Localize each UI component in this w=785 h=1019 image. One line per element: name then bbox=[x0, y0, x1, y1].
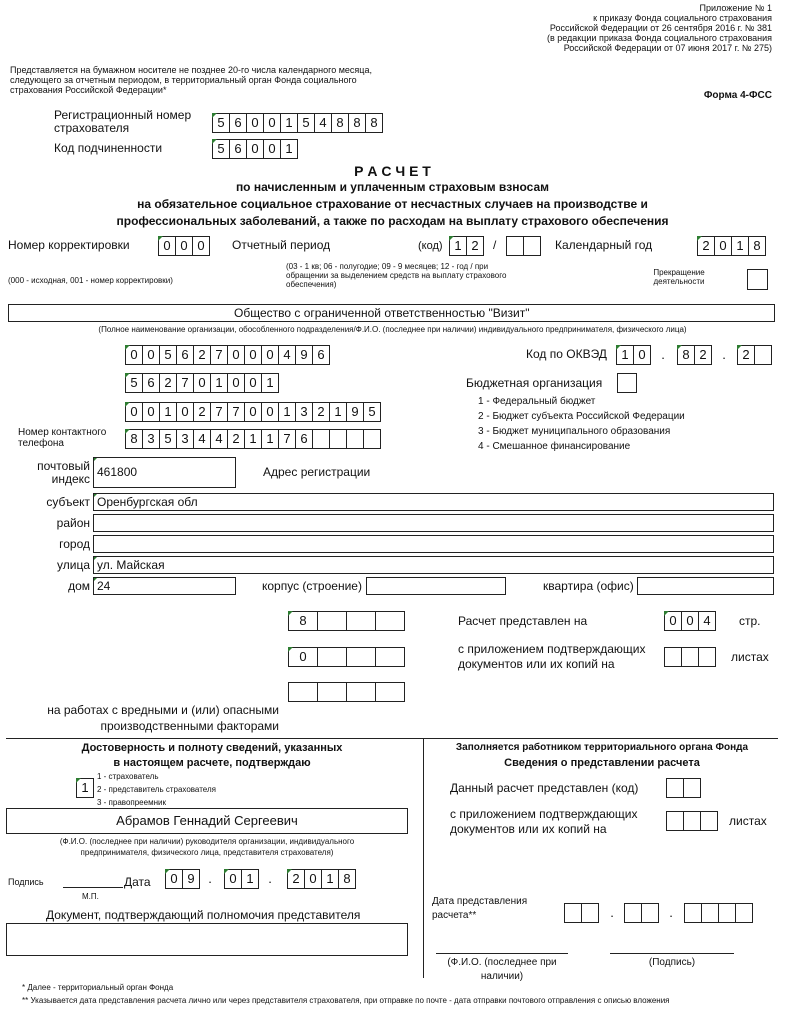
who-option: 2 - представитель страхователя bbox=[97, 785, 216, 794]
digit-cell[interactable] bbox=[346, 647, 376, 667]
label-line: документов или их копий на bbox=[458, 657, 615, 671]
digit-cell[interactable]: 1 bbox=[449, 236, 467, 256]
fss-code-cells[interactable] bbox=[666, 778, 700, 798]
digit-cell[interactable]: 7 bbox=[210, 402, 228, 422]
digit-cell[interactable]: 6 bbox=[312, 345, 330, 365]
digit-cell[interactable]: 8 bbox=[677, 345, 695, 365]
budget-list bbox=[478, 396, 685, 452]
appendix-line: к приказу Фонда социального страхования bbox=[593, 13, 772, 23]
digit-cell[interactable]: 2 bbox=[227, 429, 245, 449]
digit-cell[interactable]: 1 bbox=[280, 139, 298, 159]
footnote-1: * Далее - территориальный орган Фонда bbox=[22, 983, 174, 992]
note-line: предпринимателя, физического лица, представителя страхователя) bbox=[80, 848, 334, 857]
digit-cell[interactable] bbox=[701, 903, 719, 923]
digit-cell[interactable]: 0 bbox=[193, 373, 211, 393]
label-line: производственными факторами bbox=[100, 719, 279, 733]
correction-note: (000 - исходная, 001 - номер корректировки) bbox=[8, 276, 173, 285]
label-line: Дата представления bbox=[432, 896, 528, 907]
period-slash: / bbox=[493, 238, 497, 252]
digit-cell[interactable]: 1 bbox=[76, 778, 94, 798]
digit-cell[interactable]: 2 bbox=[159, 373, 177, 393]
digit-cell[interactable]: 0 bbox=[288, 647, 318, 667]
digit-cell[interactable]: 0 bbox=[244, 402, 262, 422]
digit-cell[interactable] bbox=[329, 429, 347, 449]
pages-unit: стр. bbox=[739, 614, 761, 628]
digit-cell[interactable] bbox=[624, 903, 642, 923]
fss-attach-label bbox=[450, 808, 637, 836]
title-line: Достоверность и полноту сведений, указанных bbox=[81, 742, 343, 754]
pages-cells[interactable] bbox=[664, 611, 715, 631]
subordination-label: Код подчиненности bbox=[54, 141, 163, 155]
digit-cell[interactable]: 0 bbox=[244, 373, 262, 393]
form-name: Форма 4-ФСС bbox=[703, 90, 772, 101]
digit-cell[interactable]: 8 bbox=[125, 429, 143, 449]
label-line: документов или их копий на bbox=[450, 822, 607, 836]
note-line: следующего за отчетным периодом, в территориальный орган Фонда социального bbox=[10, 75, 357, 85]
digit-cell[interactable]: 7 bbox=[210, 345, 228, 365]
digit-cell[interactable]: 7 bbox=[227, 402, 245, 422]
digit-cell[interactable]: 0 bbox=[246, 139, 264, 159]
digit-cell[interactable] bbox=[684, 903, 702, 923]
digit-cell[interactable]: 0 bbox=[224, 869, 242, 889]
reg-number-cells[interactable] bbox=[212, 113, 382, 133]
digit-cell[interactable] bbox=[698, 647, 716, 667]
city-label: город bbox=[59, 537, 90, 551]
digit-cell[interactable]: 3 bbox=[142, 429, 160, 449]
digit-cell[interactable] bbox=[641, 903, 659, 923]
authority-doc-label: Документ, подтверждающий полномочия представителя bbox=[46, 908, 361, 922]
ogrn-cells[interactable] bbox=[125, 402, 380, 422]
digit-cell[interactable] bbox=[375, 647, 405, 667]
phone-label bbox=[18, 427, 106, 449]
period-code-cells[interactable] bbox=[449, 236, 483, 256]
year-label: Календарный год bbox=[555, 238, 653, 252]
digit-cell[interactable] bbox=[681, 647, 699, 667]
period-note bbox=[286, 262, 536, 289]
budget-checkbox[interactable] bbox=[617, 373, 637, 393]
digit-cell[interactable]: 6 bbox=[142, 373, 160, 393]
women-cells[interactable] bbox=[288, 647, 404, 667]
budget-label: Бюджетная организация bbox=[466, 376, 603, 390]
digit-cell[interactable]: 0 bbox=[633, 345, 651, 365]
inn-cells[interactable] bbox=[125, 345, 329, 365]
digit-cell[interactable]: 0 bbox=[263, 113, 281, 133]
digit-cell[interactable]: 0 bbox=[246, 113, 264, 133]
fss-sign-line[interactable] bbox=[610, 953, 734, 954]
okved-cells-2[interactable] bbox=[677, 345, 711, 365]
district-field[interactable] bbox=[93, 514, 774, 532]
digit-cell[interactable]: 5 bbox=[212, 139, 230, 159]
date-dot: . bbox=[268, 871, 272, 886]
authority-doc-field[interactable] bbox=[6, 923, 408, 956]
confirm-day-cells[interactable] bbox=[165, 869, 199, 889]
stop-activity-label bbox=[632, 268, 726, 286]
stop-activity-checkbox[interactable] bbox=[747, 269, 768, 290]
label-line: деятельности bbox=[653, 277, 705, 286]
digit-cell[interactable]: 2 bbox=[193, 345, 211, 365]
label-line: Номер контактного bbox=[18, 427, 107, 438]
digit-cell[interactable]: 0 bbox=[192, 236, 210, 256]
digit-cell[interactable]: 1 bbox=[261, 373, 279, 393]
hazard-label bbox=[10, 704, 279, 733]
digit-cell[interactable]: 0 bbox=[165, 869, 183, 889]
building-label: корпус (строение) bbox=[262, 579, 362, 593]
digit-cell[interactable]: 0 bbox=[263, 139, 281, 159]
fss-sign-note: (Подпись) bbox=[648, 957, 696, 968]
budget-option: 2 - Бюджет субъекта Российской Федерации bbox=[478, 411, 685, 422]
confirm-title bbox=[6, 742, 418, 769]
digit-cell[interactable]: 9 bbox=[295, 345, 313, 365]
confirm-month-cells[interactable] bbox=[224, 869, 258, 889]
signature-label: Подпись bbox=[8, 877, 44, 887]
digit-cell[interactable]: 2 bbox=[697, 236, 715, 256]
digit-cell[interactable]: 5 bbox=[297, 113, 315, 133]
digit-cell[interactable] bbox=[735, 903, 753, 923]
digit-cell[interactable]: 4 bbox=[278, 345, 296, 365]
digit-cell[interactable] bbox=[666, 811, 684, 831]
subject-field[interactable]: Оренбургская обл bbox=[93, 493, 774, 511]
digit-cell[interactable]: 1 bbox=[261, 429, 279, 449]
digit-cell[interactable]: 1 bbox=[278, 402, 296, 422]
digit-cell[interactable]: 3 bbox=[295, 402, 313, 422]
appendix-line: Российской Федерации от 07 июня 2017 г. № 275) bbox=[563, 43, 772, 53]
label-line: на работах с вредными и (или) опасными bbox=[47, 703, 279, 717]
digit-cell[interactable] bbox=[375, 611, 405, 631]
correction-label: Номер корректировки bbox=[8, 238, 130, 252]
house-field[interactable]: 24 bbox=[93, 577, 236, 595]
note-line: Представляется на бумажном носителе не позднее 20-го числа календарного месяца, bbox=[10, 65, 372, 75]
period-extra-cells[interactable] bbox=[506, 236, 540, 256]
appendix-line: Приложение № 1 bbox=[699, 3, 772, 13]
digit-cell[interactable]: 2 bbox=[694, 345, 712, 365]
digit-cell[interactable]: 2 bbox=[193, 402, 211, 422]
employees-cells[interactable] bbox=[288, 611, 404, 631]
budget-option: 3 - Бюджет муниципального образования bbox=[478, 426, 671, 437]
confirm-who-cell[interactable] bbox=[76, 778, 93, 798]
label-line: с приложением подтверждающих bbox=[450, 807, 638, 821]
digit-cell[interactable]: 1 bbox=[159, 402, 177, 422]
district-label: район bbox=[56, 516, 90, 530]
digit-cell[interactable]: 1 bbox=[210, 373, 228, 393]
stamp-label: М.П. bbox=[82, 892, 99, 901]
digit-cell[interactable]: 7 bbox=[176, 373, 194, 393]
digit-cell[interactable] bbox=[581, 903, 599, 923]
year-cells[interactable] bbox=[697, 236, 765, 256]
digit-cell[interactable]: 2 bbox=[287, 869, 305, 889]
digit-cell[interactable] bbox=[754, 345, 772, 365]
document-title: Р А С Ч Е Т bbox=[354, 163, 431, 179]
digit-cell[interactable] bbox=[700, 811, 718, 831]
digit-cell[interactable]: 7 bbox=[278, 429, 296, 449]
digit-cell[interactable]: 0 bbox=[176, 402, 194, 422]
city-field[interactable] bbox=[93, 535, 774, 553]
signer-fio-field[interactable]: Абрамов Геннадий Сергеевич bbox=[6, 808, 408, 834]
correction-cells[interactable] bbox=[158, 236, 209, 256]
digit-cell[interactable]: 4 bbox=[210, 429, 228, 449]
kpp-cells[interactable] bbox=[125, 373, 278, 393]
fss-subtitle: Сведения о представлении расчета bbox=[504, 757, 700, 769]
digit-cell[interactable]: 5 bbox=[159, 429, 177, 449]
okved-dot: . bbox=[661, 347, 665, 362]
digit-cell[interactable]: 8 bbox=[748, 236, 766, 256]
digit-cell[interactable]: 0 bbox=[714, 236, 732, 256]
period-code-label: (код) bbox=[418, 240, 443, 252]
digit-cell[interactable] bbox=[664, 647, 682, 667]
attach-label bbox=[458, 643, 645, 671]
digit-cell[interactable]: 2 bbox=[466, 236, 484, 256]
digit-cell[interactable] bbox=[683, 811, 701, 831]
digit-cell[interactable]: 0 bbox=[664, 611, 682, 631]
reg-address-label: Адрес регистрации bbox=[263, 465, 371, 479]
section-divider-vertical bbox=[423, 738, 424, 978]
attach-cells[interactable] bbox=[664, 647, 715, 667]
digit-cell[interactable]: 9 bbox=[346, 402, 364, 422]
budget-option: 1 - Федеральный бюджет bbox=[478, 396, 596, 407]
org-name-field[interactable]: Общество с ограниченной ответственностью "Визит" bbox=[8, 304, 775, 322]
date-dot: . bbox=[669, 905, 673, 920]
digit-cell[interactable]: 8 bbox=[338, 869, 356, 889]
attach-unit: листах bbox=[731, 650, 769, 664]
title-line-3: профессиональных заболеваний, а также по расходам на выплату страхового обеспечения bbox=[116, 214, 669, 228]
budget-option: 4 - Смешанное финансирование bbox=[478, 441, 631, 452]
confirm-who-list bbox=[97, 772, 216, 807]
digit-cell[interactable] bbox=[363, 429, 381, 449]
digit-cell[interactable]: 5 bbox=[159, 345, 177, 365]
submission-note bbox=[10, 65, 410, 95]
digit-cell[interactable]: 1 bbox=[616, 345, 634, 365]
digit-cell[interactable]: 0 bbox=[227, 345, 245, 365]
digit-cell[interactable]: 5 bbox=[125, 373, 143, 393]
digit-cell[interactable] bbox=[312, 429, 330, 449]
digit-cell[interactable]: 1 bbox=[329, 402, 347, 422]
digit-cell[interactable]: 0 bbox=[175, 236, 193, 256]
digit-cell[interactable]: 0 bbox=[227, 373, 245, 393]
note-line: (03 - 1 кв; 06 - полугодие; 09 - 9 месяцев; 12 - год / при bbox=[286, 262, 489, 271]
digit-cell[interactable] bbox=[346, 429, 364, 449]
hazard-cells[interactable] bbox=[288, 682, 404, 702]
street-label: улица bbox=[57, 558, 90, 572]
okved-label: Код по ОКВЭД bbox=[526, 347, 607, 361]
fss-title: Заполняется работником территориального органа Фонда bbox=[455, 742, 749, 753]
title-line: в настоящем расчете, подтверждаю bbox=[113, 757, 311, 769]
digit-cell[interactable] bbox=[666, 778, 684, 798]
reg-number-label bbox=[54, 109, 191, 135]
note-line: (Ф.И.О. (последнее при наличии) руководителя организации, индивидуального bbox=[59, 837, 355, 846]
section-divider bbox=[6, 738, 778, 739]
digit-cell[interactable]: 0 bbox=[125, 402, 143, 422]
note-line: обращении за выделением средств на выплату страхового bbox=[286, 271, 507, 280]
fss-fio-note bbox=[436, 957, 568, 982]
digit-cell[interactable]: 5 bbox=[212, 113, 230, 133]
digit-cell[interactable] bbox=[346, 682, 376, 702]
digit-cell[interactable] bbox=[718, 903, 736, 923]
appendix-line: (в редакции приказа Фонда социального страхования bbox=[546, 33, 772, 43]
title-line-1: по начисленным и уплаченным страховым взносам bbox=[235, 180, 550, 194]
date-dot: . bbox=[610, 905, 614, 920]
appendix-line: Российской Федерации от 26 сентября 2016 г. № 381 bbox=[549, 23, 772, 33]
signer-fio-note bbox=[6, 837, 408, 857]
who-option: 1 - страхователь bbox=[97, 772, 159, 781]
title-line-2: на обязательное социальное страхование от несчастных случаев на производстве и bbox=[137, 197, 648, 211]
digit-cell[interactable]: 6 bbox=[229, 113, 247, 133]
pages-label: Расчет представлен на bbox=[458, 614, 588, 628]
digit-cell[interactable]: 8 bbox=[331, 113, 349, 133]
digit-cell[interactable]: 0 bbox=[142, 345, 160, 365]
fss-attach-unit: листах bbox=[729, 814, 767, 828]
fss-attach-cells[interactable] bbox=[666, 811, 717, 831]
fss-date-label bbox=[432, 896, 527, 921]
subject-label: субъект bbox=[46, 495, 90, 509]
label-line: Регистрационный номер bbox=[54, 108, 192, 122]
label-line: Прекращение bbox=[653, 268, 705, 277]
digit-cell[interactable]: 8 bbox=[365, 113, 383, 133]
fss-year-cells[interactable] bbox=[684, 903, 752, 923]
postal-index-field[interactable]: 461800 bbox=[93, 457, 236, 488]
label-line: страхователя bbox=[54, 121, 130, 135]
digit-cell[interactable]: 1 bbox=[731, 236, 749, 256]
digit-cell[interactable]: 8 bbox=[288, 611, 318, 631]
digit-cell[interactable] bbox=[317, 682, 347, 702]
digit-cell[interactable] bbox=[375, 682, 405, 702]
digit-cell[interactable]: 0 bbox=[304, 869, 322, 889]
note-line: страхования Российской Федерации* bbox=[10, 85, 167, 95]
digit-cell[interactable]: 0 bbox=[125, 345, 143, 365]
footnote-2: ** Указывается дата представления расчета лично или через представителя страхователя, при отправке по почте - дата отправки почтового отправления с описью вложения bbox=[22, 996, 670, 1005]
digit-cell[interactable]: 4 bbox=[314, 113, 332, 133]
appendix-reference bbox=[520, 3, 772, 53]
fss-month-cells[interactable] bbox=[624, 903, 658, 923]
digit-cell[interactable]: 1 bbox=[280, 113, 298, 133]
postal-label bbox=[20, 460, 90, 486]
signature-line[interactable] bbox=[63, 887, 123, 888]
fss-fio-line[interactable] bbox=[436, 953, 568, 954]
okved-cells-3[interactable] bbox=[737, 345, 771, 365]
digit-cell[interactable] bbox=[683, 778, 701, 798]
digit-cell[interactable]: 3 bbox=[176, 429, 194, 449]
fss-day-cells[interactable] bbox=[564, 903, 598, 923]
digit-cell[interactable]: 8 bbox=[348, 113, 366, 133]
label-line: индекс bbox=[51, 472, 90, 486]
note-line: (Ф.И.О. (последнее при bbox=[447, 957, 557, 968]
digit-cell[interactable]: 0 bbox=[244, 345, 262, 365]
digit-cell[interactable]: 4 bbox=[193, 429, 211, 449]
digit-cell[interactable]: 1 bbox=[321, 869, 339, 889]
org-name-note: (Полное наименование организации, обособленного подразделения/Ф.И.О. (последнее при наличии) индивидуального предпринимателя, физического лица) bbox=[98, 325, 687, 334]
digit-cell[interactable]: 2 bbox=[312, 402, 330, 422]
digit-cell[interactable] bbox=[564, 903, 582, 923]
confirm-year-cells[interactable] bbox=[287, 869, 355, 889]
digit-cell[interactable] bbox=[317, 611, 347, 631]
who-option: 3 - правопреемник bbox=[97, 798, 166, 807]
digit-cell[interactable]: 2 bbox=[737, 345, 755, 365]
street-field[interactable]: ул. Майская bbox=[93, 556, 774, 574]
flat-field[interactable] bbox=[637, 577, 774, 595]
digit-cell[interactable] bbox=[288, 682, 318, 702]
label-line: расчета** bbox=[432, 910, 477, 921]
digit-cell[interactable]: 0 bbox=[261, 402, 279, 422]
label-line: с приложением подтверждающих bbox=[458, 642, 646, 656]
note-line: наличии) bbox=[480, 971, 524, 982]
period-label: Отчетный период bbox=[232, 238, 331, 252]
digit-cell[interactable]: 1 bbox=[244, 429, 262, 449]
subordination-cells[interactable] bbox=[212, 139, 297, 159]
label-line: телефона bbox=[18, 438, 64, 449]
digit-cell[interactable]: 0 bbox=[142, 402, 160, 422]
digit-cell[interactable]: 0 bbox=[681, 611, 699, 631]
fss-code-label: Данный расчет представлен (код) bbox=[450, 781, 639, 795]
label-line: почтовый bbox=[37, 459, 90, 473]
digit-cell[interactable]: 5 bbox=[363, 402, 381, 422]
digit-cell[interactable] bbox=[317, 647, 347, 667]
digit-cell[interactable] bbox=[523, 236, 541, 256]
digit-cell[interactable]: 6 bbox=[176, 345, 194, 365]
digit-cell[interactable] bbox=[346, 611, 376, 631]
okved-dot: . bbox=[722, 347, 726, 362]
digit-cell[interactable]: 6 bbox=[229, 139, 247, 159]
house-label: дом bbox=[68, 579, 90, 593]
digit-cell[interactable]: 0 bbox=[158, 236, 176, 256]
digit-cell[interactable] bbox=[506, 236, 524, 256]
phone-cells[interactable] bbox=[125, 429, 380, 449]
okved-cells-1[interactable] bbox=[616, 345, 650, 365]
flat-label: квартира (офис) bbox=[543, 579, 634, 593]
building-field[interactable] bbox=[366, 577, 506, 595]
digit-cell[interactable]: 4 bbox=[698, 611, 716, 631]
digit-cell[interactable]: 1 bbox=[241, 869, 259, 889]
digit-cell[interactable]: 9 bbox=[182, 869, 200, 889]
digit-cell[interactable]: 6 bbox=[295, 429, 313, 449]
date-dot: . bbox=[208, 871, 212, 886]
digit-cell[interactable]: 0 bbox=[261, 345, 279, 365]
confirm-date-label: Дата bbox=[124, 875, 151, 889]
note-line: обеспечения) bbox=[286, 280, 337, 289]
